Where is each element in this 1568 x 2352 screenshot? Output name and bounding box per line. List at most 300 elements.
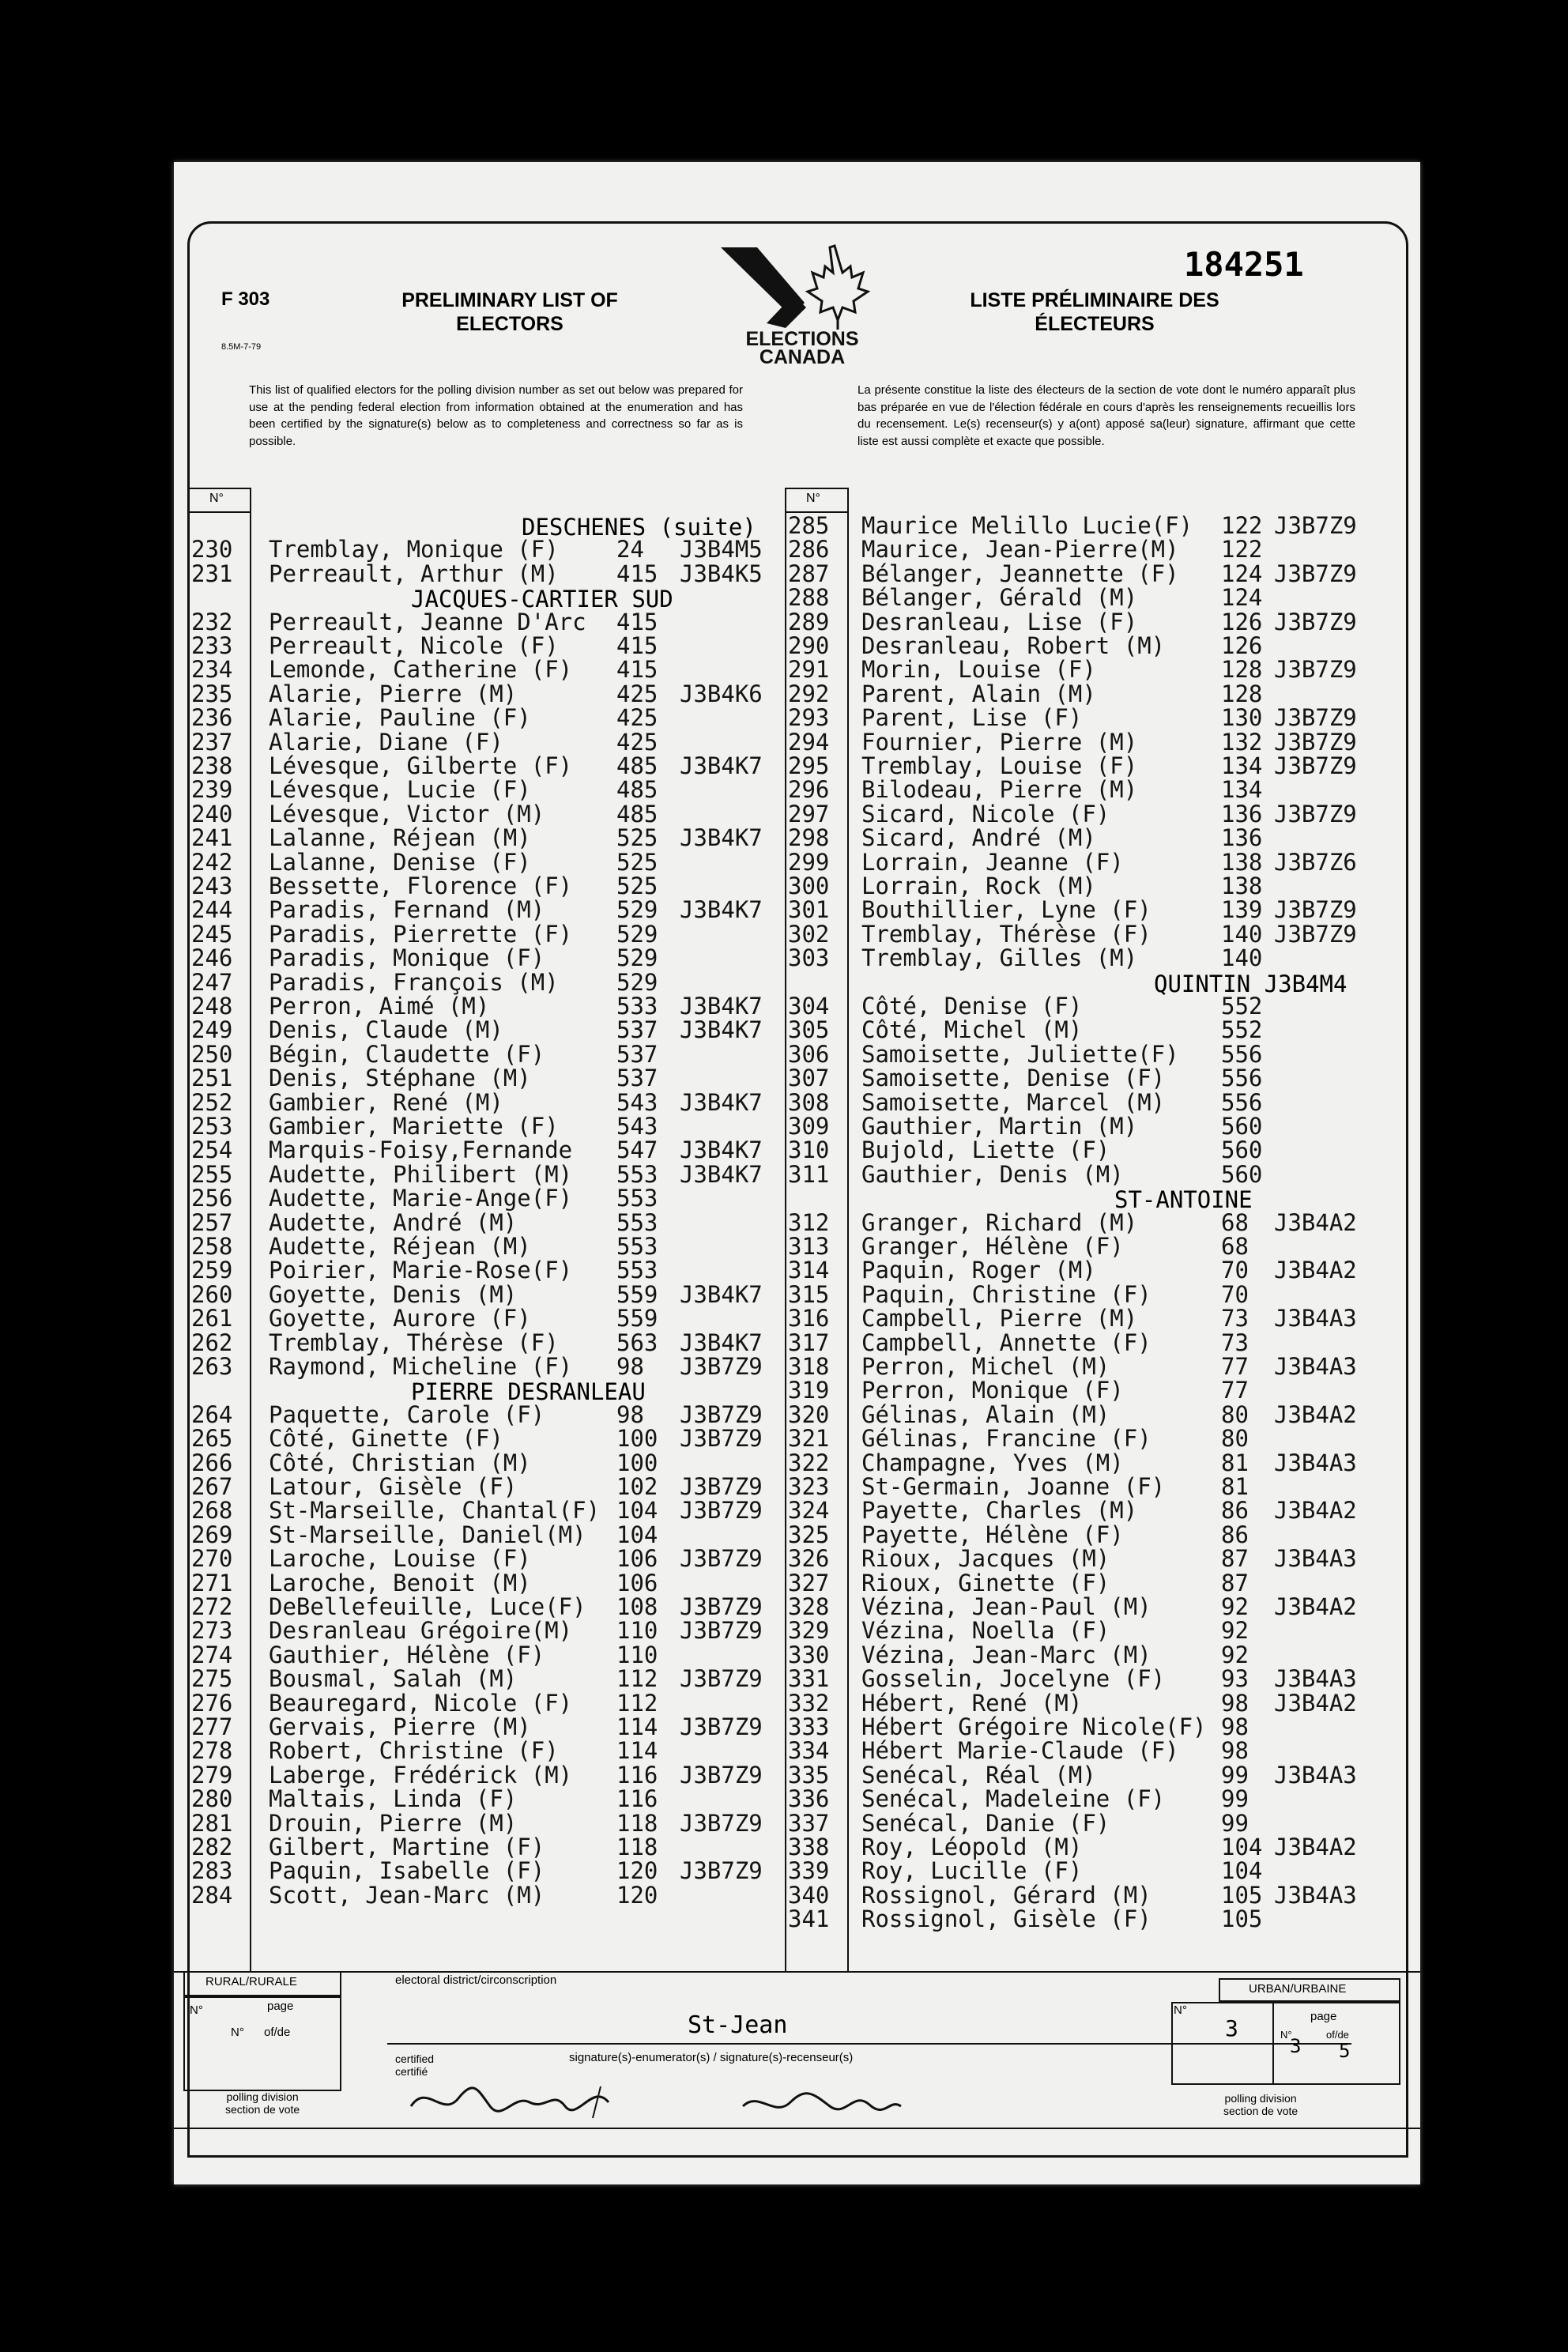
entry-postal-code: J3B7Z9 (680, 1353, 763, 1380)
entry-name: Senécal, Madeleine (F) (861, 1785, 1166, 1813)
entry-postal-code: J3B4A2 (1274, 1208, 1357, 1236)
entry-page: 130 (1221, 704, 1263, 732)
entry-number: 288 (788, 584, 830, 612)
entry-name: Côté, Denise (F) (861, 993, 1083, 1020)
entry-page: 106 (616, 1545, 658, 1573)
entry-page: 559 (616, 1280, 658, 1308)
entry-page: 92 (1221, 1617, 1249, 1645)
entry-postal-code: J3B4A3 (1274, 1545, 1357, 1573)
list-item (174, 994, 1420, 1018)
entry-page: 556 (1221, 1065, 1263, 1092)
entry-postal-code: J3B4A2 (1274, 1834, 1357, 1860)
entry-page: 105 (1221, 1905, 1263, 1933)
entry-page: 98 (1221, 1689, 1249, 1717)
form-number: F 303 (221, 288, 270, 310)
list-item (174, 1475, 1420, 1498)
list-item (174, 1859, 1420, 1883)
entry-name: Samoisette, Denise (F) (861, 1065, 1166, 1092)
entry-page: 529 (616, 968, 658, 996)
entry-name: Gilbert, Martine (F) (269, 1834, 545, 1860)
entry-postal-code: J3B4A2 (1274, 1497, 1357, 1525)
entry-page: 81 (1221, 1449, 1249, 1476)
entry-number: 234 (191, 656, 233, 684)
entry-number: 280 (191, 1785, 233, 1813)
entry-page: 415 (616, 560, 658, 587)
entry-number: 260 (191, 1280, 233, 1308)
entry-number: 262 (191, 1329, 233, 1356)
entry-page: 100 (616, 1449, 658, 1476)
list-item (174, 1763, 1420, 1787)
entry-name: Hébert Marie-Claude (F) (861, 1737, 1179, 1765)
entry-page: 100 (616, 1425, 658, 1453)
entry-number: 294 (788, 728, 830, 756)
entry-number: 255 (191, 1160, 233, 1188)
entry-page: 114 (616, 1737, 658, 1765)
entry-postal-code: J3B4A2 (1274, 1689, 1357, 1717)
right-number-label: N° (806, 492, 820, 505)
entry-page: 99 (1221, 1785, 1249, 1813)
entry-page: 99 (1221, 1761, 1249, 1788)
entry-number: 246 (191, 944, 233, 972)
entry-number: 293 (788, 704, 830, 732)
entry-number: 236 (191, 704, 233, 732)
entry-name: Bégin, Claudette (F) (269, 1040, 545, 1068)
list-item (174, 1523, 1420, 1547)
entry-number: 242 (191, 848, 233, 876)
entry-number: 253 (191, 1113, 233, 1140)
entry-page: 543 (616, 1113, 658, 1140)
entry-name: Audette, André (M) (269, 1208, 518, 1236)
entry-name: Gauthier, Martin (M) (861, 1113, 1138, 1140)
title-french (921, 288, 1268, 336)
entry-postal-code: J3B4A3 (1274, 1761, 1357, 1788)
entry-number: 247 (191, 968, 233, 996)
entry-name: Gambier, Mariette (F) (269, 1113, 559, 1140)
entry-page: 560 (1221, 1136, 1263, 1164)
list-item (174, 562, 1420, 586)
entry-number: 237 (191, 728, 233, 756)
title-english-line2: ELECTORS (456, 313, 564, 335)
list-item (174, 922, 1420, 946)
entry-number: 340 (788, 1881, 830, 1909)
entry-number: 244 (191, 896, 233, 924)
elections-canada-logo (711, 241, 893, 368)
entry-postal-code: J3B7Z9 (680, 1617, 763, 1645)
entry-page: 104 (616, 1521, 658, 1548)
entry-page: 86 (1221, 1521, 1249, 1548)
list-item (174, 1883, 1420, 1907)
entry-number: 314 (788, 1257, 830, 1284)
list-item (174, 1114, 1420, 1138)
entry-page: 124 (1221, 584, 1263, 612)
entry-name: Granger, Hélène (F) (861, 1233, 1124, 1260)
entry-page: 140 (1221, 920, 1263, 948)
entry-postal-code: J3B4K5 (680, 560, 763, 587)
entry-name: Maurice, Jean-Pierre(M) (861, 536, 1179, 564)
entry-number: 306 (788, 1040, 830, 1068)
entry-page: 70 (1221, 1280, 1249, 1308)
entry-page: 552 (1221, 1016, 1263, 1044)
entry-page: 415 (616, 632, 658, 659)
entry-name: Vézina, Jean-Marc (M) (861, 1641, 1152, 1668)
entry-number: 249 (191, 1016, 233, 1044)
entry-postal-code: J3B4A2 (1274, 1593, 1357, 1620)
entry-page: 425 (616, 704, 658, 732)
list-item (174, 1378, 1420, 1402)
entry-name: Bousmal, Salah (M) (269, 1665, 518, 1693)
entry-name: Samoisette, Marcel (M) (861, 1088, 1166, 1116)
entry-postal-code: J3B4K7 (680, 896, 763, 924)
entry-name: Côté, Christian (M) (269, 1449, 531, 1476)
rural-page-no-label: N° (231, 2026, 244, 2039)
entry-name: Desranleau, Lise (F) (861, 608, 1138, 635)
entry-postal-code: J3B7Z9 (680, 1593, 763, 1620)
entry-number: 297 (788, 800, 830, 827)
entry-number: 268 (191, 1497, 233, 1525)
entry-number: 243 (191, 873, 233, 899)
entry-postal-code: J3B7Z9 (680, 1809, 763, 1837)
entry-number: 256 (191, 1185, 233, 1212)
entry-page: 116 (616, 1761, 658, 1788)
entry-number: 252 (191, 1088, 233, 1116)
title-french-line2: ÉLECTEURS (1035, 313, 1155, 335)
entry-name: Paradis, Pierrette (F) (269, 920, 573, 948)
title-french-line1: LISTE PRÉLIMINAIRE DES (970, 289, 1219, 311)
entry-number: 291 (788, 656, 830, 684)
section-heading: DESCHENES (suite) (522, 514, 756, 541)
intro-english: This list of qualified electors for the polling division number as set out below was prepared for use at the pending federal election from information obtained at the enumeration and has been certified by the signature(s) below as to completeness and correctness so far as is possible. (249, 383, 743, 448)
list-item (174, 1451, 1420, 1475)
entry-name: Perreault, Arthur (M) (269, 560, 559, 587)
list-item (174, 1617, 1420, 1645)
entry-page: 547 (616, 1136, 658, 1164)
entry-name: Parent, Alain (M) (861, 680, 1096, 707)
entry-postal-code: J3B4A3 (1274, 1353, 1357, 1380)
entry-number: 231 (191, 560, 233, 587)
entry-number: 239 (191, 776, 233, 804)
entry-page: 553 (616, 1160, 658, 1188)
entry-postal-code: J3B4A3 (1274, 1665, 1357, 1693)
urban-divider (1272, 2002, 1274, 2085)
list-item (174, 1400, 1420, 1428)
entry-name: Laroche, Benoit (M) (269, 1569, 531, 1596)
entry-page: 93 (1221, 1665, 1249, 1693)
entry-number: 292 (788, 680, 830, 707)
entry-name: Gosselin, Jocelyne (F) (861, 1665, 1166, 1693)
rural-no-label: N° (190, 2003, 203, 2017)
entry-name: Campbell, Annette (F) (861, 1329, 1152, 1356)
list-item (174, 1691, 1420, 1715)
entry-page: 118 (616, 1809, 658, 1837)
urban-of-label: of/de (1326, 2029, 1349, 2041)
entry-name: Audette, Marie-Ange(F) (269, 1185, 573, 1212)
entry-number: 301 (788, 896, 830, 924)
entry-page: 559 (616, 1305, 658, 1332)
entry-page: 136 (1221, 824, 1263, 852)
list-item (174, 1665, 1420, 1693)
entry-number: 304 (788, 993, 830, 1020)
entry-page: 98 (1221, 1737, 1249, 1765)
title-english-line1: PRELIMINARY LIST OF (401, 289, 618, 311)
entry-number: 270 (191, 1545, 233, 1573)
list-item (174, 1306, 1420, 1330)
entry-page: 529 (616, 920, 658, 948)
entry-postal-code: J3B7Z9 (680, 1473, 763, 1500)
entry-name: Rioux, Jacques (M) (861, 1545, 1110, 1573)
entry-page: 120 (616, 1881, 658, 1909)
entry-number: 272 (191, 1593, 233, 1620)
entry-postal-code: J3B7Z9 (1274, 896, 1357, 924)
entry-page: 128 (1221, 680, 1263, 707)
entry-name: Samoisette, Juliette(F) (861, 1040, 1179, 1068)
entry-page: 124 (1221, 560, 1263, 587)
entry-page: 529 (616, 896, 658, 924)
entry-number: 305 (788, 1016, 830, 1044)
entry-name: Paquin, Christine (F) (861, 1280, 1152, 1308)
entry-page: 102 (616, 1473, 658, 1500)
entry-name: Tremblay, Monique (F) (269, 536, 559, 564)
entry-name: Tremblay, Louise (F) (861, 752, 1138, 779)
entry-name: Gambier, René (M) (269, 1088, 503, 1116)
entry-page: 415 (616, 608, 658, 635)
list-item (174, 536, 1420, 564)
entry-postal-code: J3B4K6 (680, 680, 763, 707)
entry-page: 114 (616, 1713, 658, 1740)
entry-number: 334 (788, 1737, 830, 1765)
entry-postal-code: J3B7Z9 (1274, 920, 1357, 948)
entry-name: Fournier, Pierre (M) (861, 728, 1138, 756)
entry-name: Poirier, Marie-Rose(F) (269, 1257, 573, 1284)
entry-number: 271 (191, 1569, 233, 1596)
entry-name: Bélanger, Jeannette (F) (861, 560, 1179, 587)
urban-box (1171, 2002, 1400, 2085)
entry-page: 136 (1221, 800, 1263, 827)
entry-page: 98 (1221, 1713, 1249, 1740)
urban-of-value: 5 (1339, 2040, 1351, 2062)
entry-postal-code: J3B4A2 (1274, 1257, 1357, 1284)
entry-name: Roy, Léopold (M) (861, 1834, 1083, 1860)
urban-number-value: 3 (1225, 2015, 1238, 2041)
list-item (174, 776, 1420, 804)
entry-page: 98 (616, 1353, 644, 1380)
entry-name: Lalanne, Réjean (M) (269, 824, 531, 852)
list-item (174, 1811, 1420, 1835)
entry-name: Vézina, Jean-Paul (M) (861, 1593, 1152, 1620)
entry-page: 126 (1221, 608, 1263, 635)
entry-number: 300 (788, 873, 830, 899)
entry-number: 324 (788, 1497, 830, 1525)
entry-name: Audette, Philibert (M) (269, 1160, 573, 1188)
list-item (174, 584, 1420, 612)
entry-number: 240 (191, 800, 233, 827)
entry-name: Paquin, Roger (M) (861, 1257, 1096, 1284)
urban-page-label: page (1310, 2010, 1337, 2023)
entry-name: Paradis, Fernand (M) (269, 896, 545, 924)
entry-name: Champagne, Yves (M) (861, 1449, 1124, 1476)
entry-postal-code: J3B4K7 (680, 1280, 763, 1308)
entry-name: Vézina, Noella (F) (861, 1617, 1110, 1645)
entry-number: 265 (191, 1425, 233, 1453)
entry-number: 316 (788, 1305, 830, 1332)
rural-box (183, 1996, 341, 2091)
entry-name: Laberge, Frédérick (M) (269, 1761, 573, 1788)
list-item (174, 1643, 1420, 1667)
district-label: electoral district/circonscription (395, 1973, 557, 1987)
entry-page: 110 (616, 1641, 658, 1668)
entry-name: Sicard, Nicole (F) (861, 800, 1110, 827)
entry-page: 116 (616, 1785, 658, 1813)
entry-number: 277 (191, 1713, 233, 1740)
entry-number: 320 (788, 1400, 830, 1428)
list-item (174, 1545, 1420, 1573)
entry-name: Rioux, Ginette (F) (861, 1569, 1110, 1596)
signatures-label: signature(s)-enumerator(s) / signature(s)-recenseur(s) (569, 2051, 854, 2064)
entry-number: 337 (788, 1809, 830, 1837)
entry-page: 98 (616, 1400, 644, 1428)
list-item (174, 874, 1420, 898)
entry-name: Lemonde, Catherine (F) (269, 656, 573, 684)
entry-name: Côté, Michel (M) (861, 1016, 1083, 1044)
entry-name: Gauthier, Denis (M) (861, 1160, 1124, 1188)
entry-number: 315 (788, 1280, 830, 1308)
entry-postal-code: J3B7Z9 (680, 1425, 763, 1453)
entry-page: 112 (616, 1689, 658, 1717)
certified-label: certified certifié (395, 2052, 435, 2078)
logo-line2: CANADA (759, 346, 846, 368)
list-item (174, 1715, 1420, 1739)
entry-page: 104 (1221, 1834, 1263, 1860)
entry-number: 303 (788, 944, 830, 972)
list-item (174, 826, 1420, 850)
entry-number: 333 (788, 1713, 830, 1740)
urban-page-value: 3 (1290, 2035, 1302, 2057)
entry-number: 258 (191, 1233, 233, 1260)
entry-number: 287 (788, 560, 830, 587)
entry-number: 281 (191, 1809, 233, 1837)
entry-number: 261 (191, 1305, 233, 1332)
list-item (174, 1787, 1420, 1811)
entry-number: 267 (191, 1473, 233, 1500)
entry-number: 299 (788, 848, 830, 876)
entry-page: 110 (616, 1617, 658, 1645)
list-item (174, 946, 1420, 970)
entry-number: 295 (788, 752, 830, 779)
list-item (174, 1331, 1420, 1355)
entry-name: Desranleau Grégoire(M) (269, 1617, 573, 1645)
entry-page: 99 (1221, 1809, 1249, 1837)
rural-label: RURAL/RURALE (205, 1975, 297, 1988)
entry-page: 139 (1221, 896, 1263, 924)
entry-page: 563 (616, 1329, 658, 1356)
list-item (174, 514, 1420, 537)
entry-number: 311 (788, 1160, 830, 1188)
entry-number: 232 (191, 608, 233, 635)
list-item (174, 1138, 1420, 1162)
urban-label: URBAN/URBAINE (1249, 1982, 1347, 1996)
entry-name: Paradis, François (M) (269, 968, 559, 996)
entry-number: 336 (788, 1785, 830, 1813)
list-item (174, 1280, 1420, 1308)
entry-number: 269 (191, 1521, 233, 1548)
entry-postal-code: J3B4A3 (1274, 1305, 1357, 1332)
entry-number: 323 (788, 1473, 830, 1500)
entry-postal-code: J3B7Z9 (680, 1665, 763, 1693)
entry-page: 537 (616, 1065, 658, 1092)
urban-page-no-label: N° (1280, 2029, 1292, 2041)
entry-number: 241 (191, 824, 233, 852)
entry-name: Lévesque, Victor (M) (269, 800, 545, 827)
entry-page: 104 (616, 1497, 658, 1525)
entry-name: Gélinas, Francine (F) (861, 1425, 1152, 1453)
entry-page: 560 (1221, 1160, 1263, 1188)
list-item (174, 1208, 1420, 1236)
entry-number: 322 (788, 1449, 830, 1476)
entry-page: 134 (1221, 776, 1263, 804)
entry-name: Tremblay, Thérèse (F) (269, 1329, 559, 1356)
entry-page: 533 (616, 993, 658, 1020)
district-value: St-Jean (688, 2011, 788, 2039)
entry-number: 245 (191, 920, 233, 948)
entry-name: Hébert Grégoire Nicole(F) (861, 1713, 1207, 1740)
entry-page: 138 (1221, 848, 1263, 876)
entry-name: DeBellefeuille, Luce(F) (269, 1593, 586, 1620)
entry-number: 329 (788, 1617, 830, 1645)
entry-page: 70 (1221, 1257, 1249, 1284)
entry-number: 274 (191, 1641, 233, 1668)
entry-number: 248 (191, 993, 233, 1020)
entry-name: Drouin, Pierre (M) (269, 1809, 518, 1837)
entry-name: Maltais, Linda (F) (269, 1785, 518, 1813)
entry-page: 132 (1221, 728, 1263, 756)
entry-name: Senécal, Réal (M) (861, 1761, 1096, 1788)
entry-number: 286 (788, 536, 830, 564)
entry-name: Sicard, André (M) (861, 824, 1096, 852)
entry-number: 285 (788, 512, 830, 539)
list-item (174, 1355, 1420, 1378)
list-item (174, 1907, 1420, 1931)
entry-name: Bilodeau, Pierre (M) (861, 776, 1138, 804)
logo-line1: ELECTIONS (745, 328, 859, 350)
entry-number: 307 (788, 1065, 830, 1092)
list-item (174, 1018, 1420, 1042)
entry-number: 321 (788, 1425, 830, 1453)
entry-name: Goyette, Denis (M) (269, 1280, 518, 1308)
entry-name: Maurice Melillo Lucie(F) (861, 512, 1193, 539)
entry-number: 235 (191, 680, 233, 707)
entry-postal-code: J3B4K7 (680, 752, 763, 779)
list-item (174, 1234, 1420, 1258)
entry-page: 80 (1221, 1425, 1249, 1453)
entry-name: Beauregard, Nicole (F) (269, 1689, 573, 1717)
entry-postal-code: J3B4K7 (680, 1088, 763, 1116)
entry-name: Lévesque, Gilberte (F) (269, 752, 573, 779)
entry-name: Scott, Jean-Marc (M) (269, 1881, 545, 1909)
list-item (174, 656, 1420, 684)
entry-postal-code: J3B7Z9 (680, 1713, 763, 1740)
entry-number: 313 (788, 1233, 830, 1260)
intro-french: La présente constitue la liste des électeurs de la section de vote dont le numéro apparaît plus bas préparée en vue de l'élection fédérale en cours d'après les renseignements recueillis lors du recensement. Le(s) recenseur(s) y a(ont) apposé sa(leur) signature, affirmant que cette liste est aussi complète et exacte que possible. (858, 383, 1355, 448)
entry-number: 327 (788, 1569, 830, 1596)
entry-name: Payette, Hélène (F) (861, 1521, 1124, 1548)
entry-page: 134 (1221, 752, 1263, 779)
entry-page: 529 (616, 944, 658, 972)
entry-name: Côté, Ginette (F) (269, 1425, 503, 1453)
entry-name: Gélinas, Alain (M) (861, 1400, 1110, 1428)
entry-postal-code: J3B7Z9 (1274, 752, 1357, 779)
entry-page: 553 (616, 1233, 658, 1260)
entry-page: 104 (1221, 1857, 1263, 1885)
entry-page: 73 (1221, 1305, 1249, 1332)
